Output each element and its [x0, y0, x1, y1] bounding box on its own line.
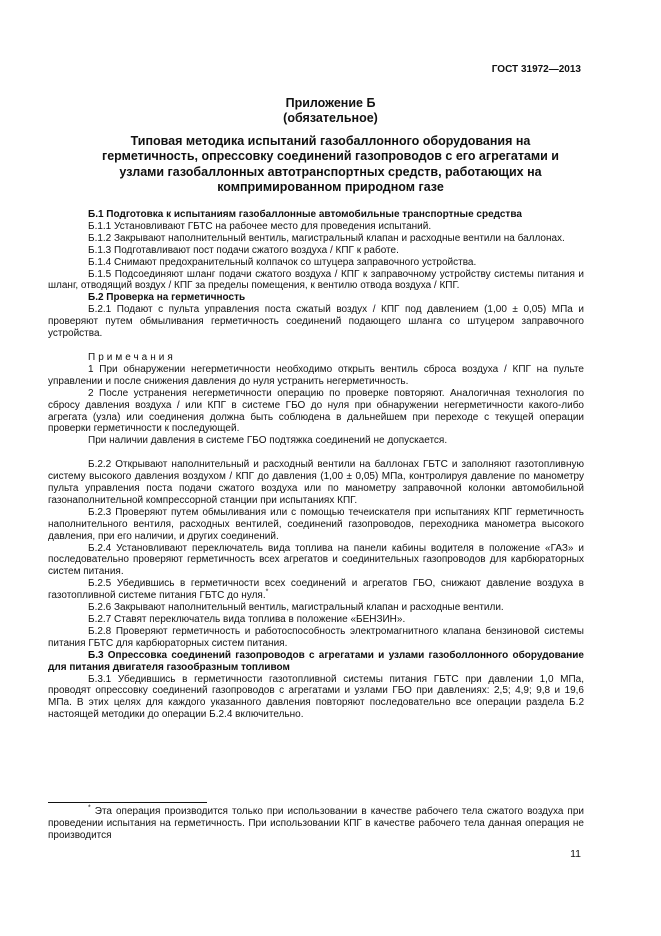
paragraph-b1-5: Б.1.5 Подсоединяют шланг подачи сжатого воздуха / КПГ к заправочному устройству системы питания и шланг, отводящий воздух / КПГ за пределы помещения, к вентилю отвода воздуха / КПГ. [48, 268, 584, 292]
footnote-text: Эта операция производится только при использовании в качестве рабочего тела сжатого воздуха при проведении испытания на герметичность. При использовании КПГ в качестве рабочего тела данная операция не производится [48, 806, 584, 841]
paragraph-b2-4: Б.2.4 Установливают переключатель вида топлива на панели кабины водителя в положение «ГАЗ» и последовательно проверяют герметичность всех агрегатов и соединительных газопроводов для карбюраторных систем питания. [48, 542, 584, 578]
title-line: компримированном природном газе [217, 180, 444, 195]
paragraph-b2-1: Б.2.1 Подают с пульта управления поста сжатый воздух / КПГ под давлением (1,00 ± 0,05) МПа и проверяют путем обмыливания герметичность соединений подающего шланга со штуцером заправочного устройства. [48, 304, 584, 340]
note-3: При наличии давления в системе ГБО подтяжка соединений не допускается. [88, 435, 448, 447]
paragraph-b2-5-text: Б.2.5 Убедившись в герметичности всех соединений и агрегатов ГБО, снижают давление воздуха в газотопливной системе питания ГБТС до нуля. [48, 578, 584, 602]
paragraph-b1-3: Б.1.3 Подготавливают пост подачи сжатого воздуха / КПГ к работе. [88, 244, 399, 256]
note-2: 2 После устранения негерметичности операцию по проверке повторяют. Аналогичная технология по сбросу давления воздуха / или КПГ в системе ГБО до нуля при обнаружении негерметичности какого-либо агрегата (узла) или соединения должна быть соблюдена в дальнейшем при переходе с текущей операции проверки герметичности к последующей. [48, 387, 584, 435]
document-body [48, 209, 584, 721]
footnote-divider [48, 802, 207, 803]
footnote-mark: * [88, 804, 91, 812]
document-title [40, 134, 621, 196]
paragraph-b1-1: Б.1.1 Установливают ГБТС на рабочее место для проведения испытаний. [88, 220, 432, 232]
footnote [48, 806, 584, 842]
notes-title: Примечания [88, 351, 176, 363]
section-heading-b2: Б.2 Проверка на герметичность [88, 292, 246, 304]
standard-code: ГОСТ 31972—2013 [491, 64, 581, 75]
paragraph-b2-6: Б.2.6 Закрывают наполнительный вентиль, магистральный клапан и расходные вентили. [88, 602, 504, 614]
paragraph-b2-7: Б.2.7 Ставят переключатель вида топлива в положение «БЕНЗИН». [88, 614, 406, 625]
page-number: 11 [570, 848, 581, 860]
title-line: Типовая методика испытаний газобаллонного оборудования на [130, 134, 531, 148]
title-line: герметичность, опрессовку соединений газопроводов с его агрегатами и [102, 149, 559, 164]
title-line: узлами газобаллонных автотранспортных средств, работающих на [119, 164, 542, 179]
paragraph-b2-5 [48, 578, 584, 602]
section-heading-b1: Б.1 Подготовка к испытаниям газобаллонные автомобильные транспортные средства [88, 209, 522, 220]
paragraph-b2-3: Б.2.3 Проверяют путем обмыливания или с помощью течеискателя при испытаниях КПГ герметичность наполнительного вентиля, расходных вентилей, соединений газопроводов, переходника манометра высокого давления, при его наличии, и других соединений. [48, 506, 584, 542]
paragraph-b1-2: Б.1.2 Закрывают наполнительный вентиль, магистральный клапан и расходные вентили на баллонах. [88, 232, 565, 244]
paragraph-b1-4: Б.1.4 Снимают предохранительный колпачок со штуцера заправочного устройства. [88, 256, 477, 268]
paragraph-b2-8: Б.2.8 Проверяют герметичность и работоспособность электромагнитного клапана бензиновой системы питания ГБТС для карбюраторных систем питания. [48, 625, 584, 649]
paragraph-b2-2: Б.2.2 Открывают наполнительный и расходный вентили на баллонах ГБТС и заполняют газотопливную систему высокого давления воздухом / КПГ до давления (1,00 ± 0,05) МПа, контролируя давление по манометру пульта управления поста подачи сжатого воздуха или по манометру заправочной колонки автомобильной газонаполнительной компрессорной станции при испытаниях КПГ. [48, 459, 584, 506]
appendix-heading [0, 96, 661, 126]
footnote-reference[interactable]: * [265, 588, 269, 596]
section-heading-b3: Б.3 Опрессовка соединений газопроводов с агрегатами и узлами газоболлонного оборудование для питания двигателя газообразным топливом [48, 649, 584, 673]
appendix-name: Приложение Б [285, 96, 376, 110]
note-1: 1 При обнаружении негерметичности необходимо открыть вентиль сброса воздуха / КПГ на пульте управлении и после снижения давления до нуля устранить негерметичность. [48, 363, 584, 387]
paragraph-b3-1: Б.3.1 Убедившись в герметичности газотопливной системы питания ГБТС при давлении 1,0 МПа, проводят опрессовку соединений газопроводов с агрегатами и узлами ГБО при давлениях: 2,5; 4,9; 9,8 и 19,6 МПа. В этих целях для каждого указанного давления повторяют последовательно все операции раздела Б.2 настоящей методики до операции Б.2.4 включительно. [48, 673, 584, 721]
appendix-status: (обязательное) [283, 111, 378, 125]
